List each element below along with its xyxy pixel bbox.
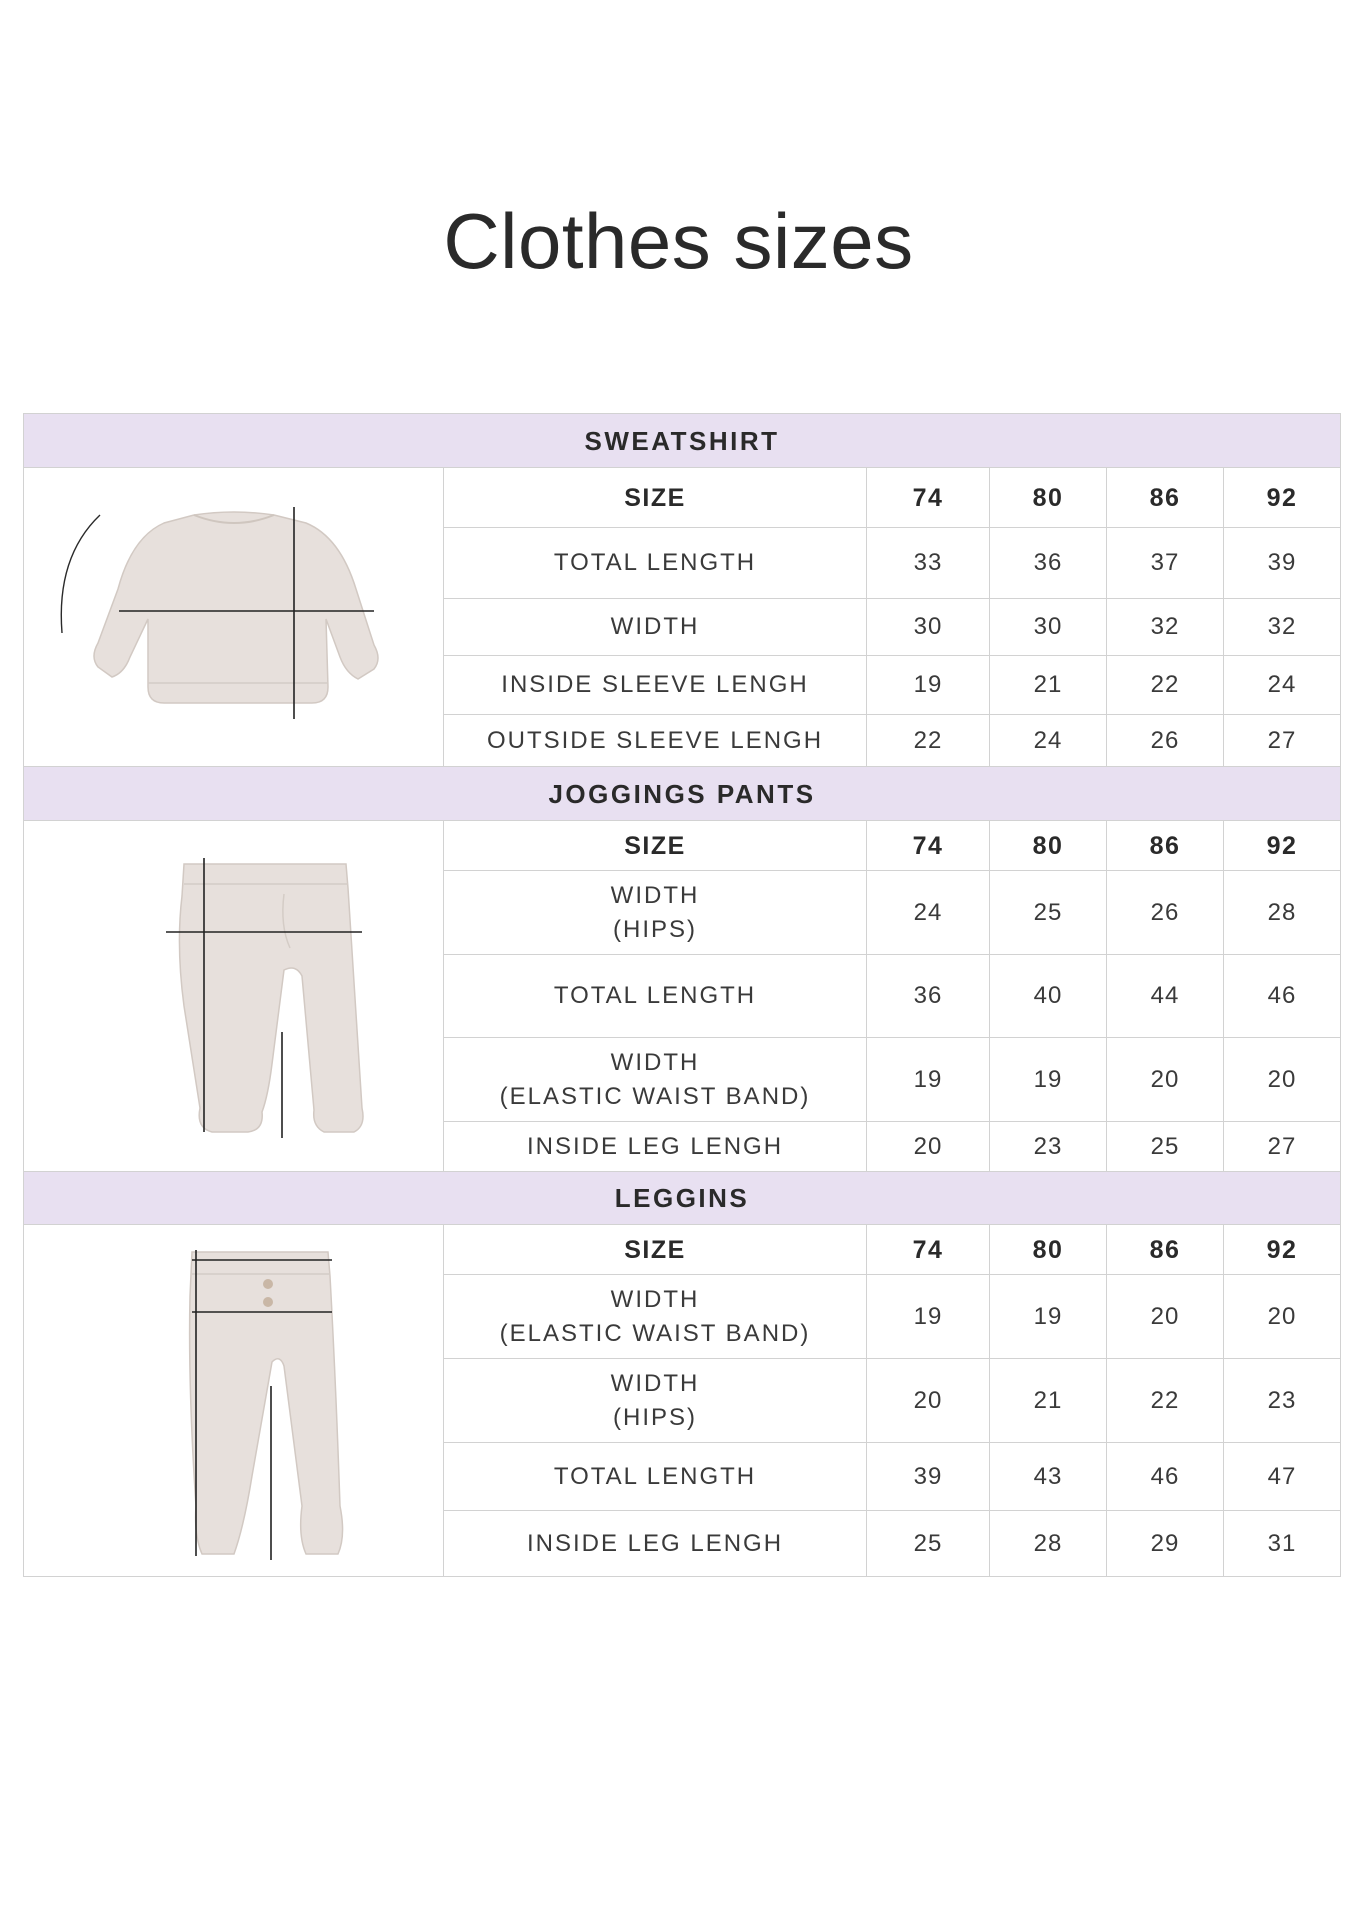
- cell-value: 26: [1107, 871, 1224, 955]
- row-label-line: (HIPS): [613, 1403, 697, 1431]
- size-header-label: SIZE: [444, 468, 867, 528]
- row-label-line: WIDTH: [610, 1369, 700, 1397]
- cell-value: 22: [1107, 656, 1224, 715]
- row-label-line: (HIPS): [613, 915, 697, 943]
- cell-value: 19: [990, 1038, 1107, 1122]
- cell-value: 32: [1107, 599, 1224, 656]
- cell-value: 23: [990, 1122, 1107, 1172]
- sweatshirt-image: [24, 468, 444, 767]
- size-header-86: 86: [1107, 468, 1224, 528]
- cell-value: 27: [1224, 1122, 1341, 1172]
- cell-value: 20: [1107, 1038, 1224, 1122]
- size-header-86: 86: [1107, 1225, 1224, 1275]
- cell-value: 20: [867, 1359, 990, 1443]
- row-label: TOTAL LENGTH: [444, 1443, 867, 1511]
- size-header-92: 92: [1224, 1225, 1341, 1275]
- cell-value: 19: [867, 1275, 990, 1359]
- page-title: Clothes sizes: [443, 197, 914, 285]
- row-label: [444, 1275, 867, 1359]
- size-header-86: 86: [1107, 821, 1224, 871]
- cell-value: 24: [867, 871, 990, 955]
- cell-value: 47: [1224, 1443, 1341, 1511]
- cell-value: 28: [1224, 871, 1341, 955]
- cell-value: 30: [867, 599, 990, 656]
- row-label-line: (ELASTIC WAIST BAND): [499, 1082, 811, 1110]
- cell-value: 22: [1107, 1359, 1224, 1443]
- leggings-image: [24, 1225, 444, 1577]
- cell-value: 20: [1107, 1275, 1224, 1359]
- cell-value: 28: [990, 1511, 1107, 1577]
- cell-value: 27: [1224, 715, 1341, 767]
- size-header-74: 74: [867, 821, 990, 871]
- row-label: [444, 1038, 867, 1122]
- size-header-label: SIZE: [444, 821, 867, 871]
- size-header-80: 80: [990, 468, 1107, 528]
- cell-value: 19: [990, 1275, 1107, 1359]
- cell-value: 23: [1224, 1359, 1341, 1443]
- cell-value: 21: [990, 1359, 1107, 1443]
- size-header-label: SIZE: [444, 1225, 867, 1275]
- row-label: INSIDE LEG LENGH: [444, 1511, 867, 1577]
- cell-value: 44: [1107, 955, 1224, 1038]
- row-label-line: WIDTH: [610, 1048, 700, 1076]
- row-label: WIDTH: [444, 599, 867, 656]
- cell-value: 37: [1107, 528, 1224, 599]
- sweatshirt-illustration-icon: [44, 497, 424, 737]
- row-label: INSIDE SLEEVE LENGH: [444, 656, 867, 715]
- cell-value: 29: [1107, 1511, 1224, 1577]
- cell-value: 46: [1224, 955, 1341, 1038]
- row-label: TOTAL LENGTH: [444, 955, 867, 1038]
- row-label: [444, 1359, 867, 1443]
- cell-value: 31: [1224, 1511, 1341, 1577]
- cell-value: 46: [1107, 1443, 1224, 1511]
- cell-value: 20: [1224, 1038, 1341, 1122]
- section-title-leggings: LEGGINS: [24, 1172, 1341, 1225]
- row-label-line: WIDTH: [610, 1285, 700, 1313]
- cell-value: 39: [1224, 528, 1341, 599]
- cell-value: 19: [867, 1038, 990, 1122]
- jogging-pants-image: [24, 821, 444, 1172]
- cell-value: 25: [1107, 1122, 1224, 1172]
- section-title-sweatshirt: SWEATSHIRT: [24, 414, 1341, 468]
- cell-value: 20: [867, 1122, 990, 1172]
- cell-value: 36: [867, 955, 990, 1038]
- row-label: TOTAL LENGTH: [444, 528, 867, 599]
- section-title-jogging-pants: JOGGINGS PANTS: [24, 767, 1341, 821]
- size-header-92: 92: [1224, 468, 1341, 528]
- size-header-74: 74: [867, 468, 990, 528]
- row-label-line: (ELASTIC WAIST BAND): [499, 1319, 811, 1347]
- cell-value: 24: [1224, 656, 1341, 715]
- size-header-74: 74: [867, 1225, 990, 1275]
- size-header-80: 80: [990, 1225, 1107, 1275]
- cell-value: 25: [990, 871, 1107, 955]
- jogging-pants-illustration-icon: [84, 836, 384, 1156]
- leggings-illustration-icon: [84, 1236, 384, 1566]
- size-header-80: 80: [990, 821, 1107, 871]
- cell-value: 20: [1224, 1275, 1341, 1359]
- row-label: INSIDE LEG LENGH: [444, 1122, 867, 1172]
- cell-value: 24: [990, 715, 1107, 767]
- cell-value: 19: [867, 656, 990, 715]
- cell-value: 40: [990, 955, 1107, 1038]
- cell-value: 30: [990, 599, 1107, 656]
- row-label-line: WIDTH: [610, 881, 700, 909]
- cell-value: 36: [990, 528, 1107, 599]
- size-chart-table: [23, 413, 1341, 1577]
- cell-value: 22: [867, 715, 990, 767]
- cell-value: 39: [867, 1443, 990, 1511]
- size-header-92: 92: [1224, 821, 1341, 871]
- cell-value: 21: [990, 656, 1107, 715]
- row-label: OUTSIDE SLEEVE LENGH: [444, 715, 867, 767]
- cell-value: 26: [1107, 715, 1224, 767]
- cell-value: 32: [1224, 599, 1341, 656]
- cell-value: 33: [867, 528, 990, 599]
- row-label: [444, 871, 867, 955]
- cell-value: 25: [867, 1511, 990, 1577]
- cell-value: 43: [990, 1443, 1107, 1511]
